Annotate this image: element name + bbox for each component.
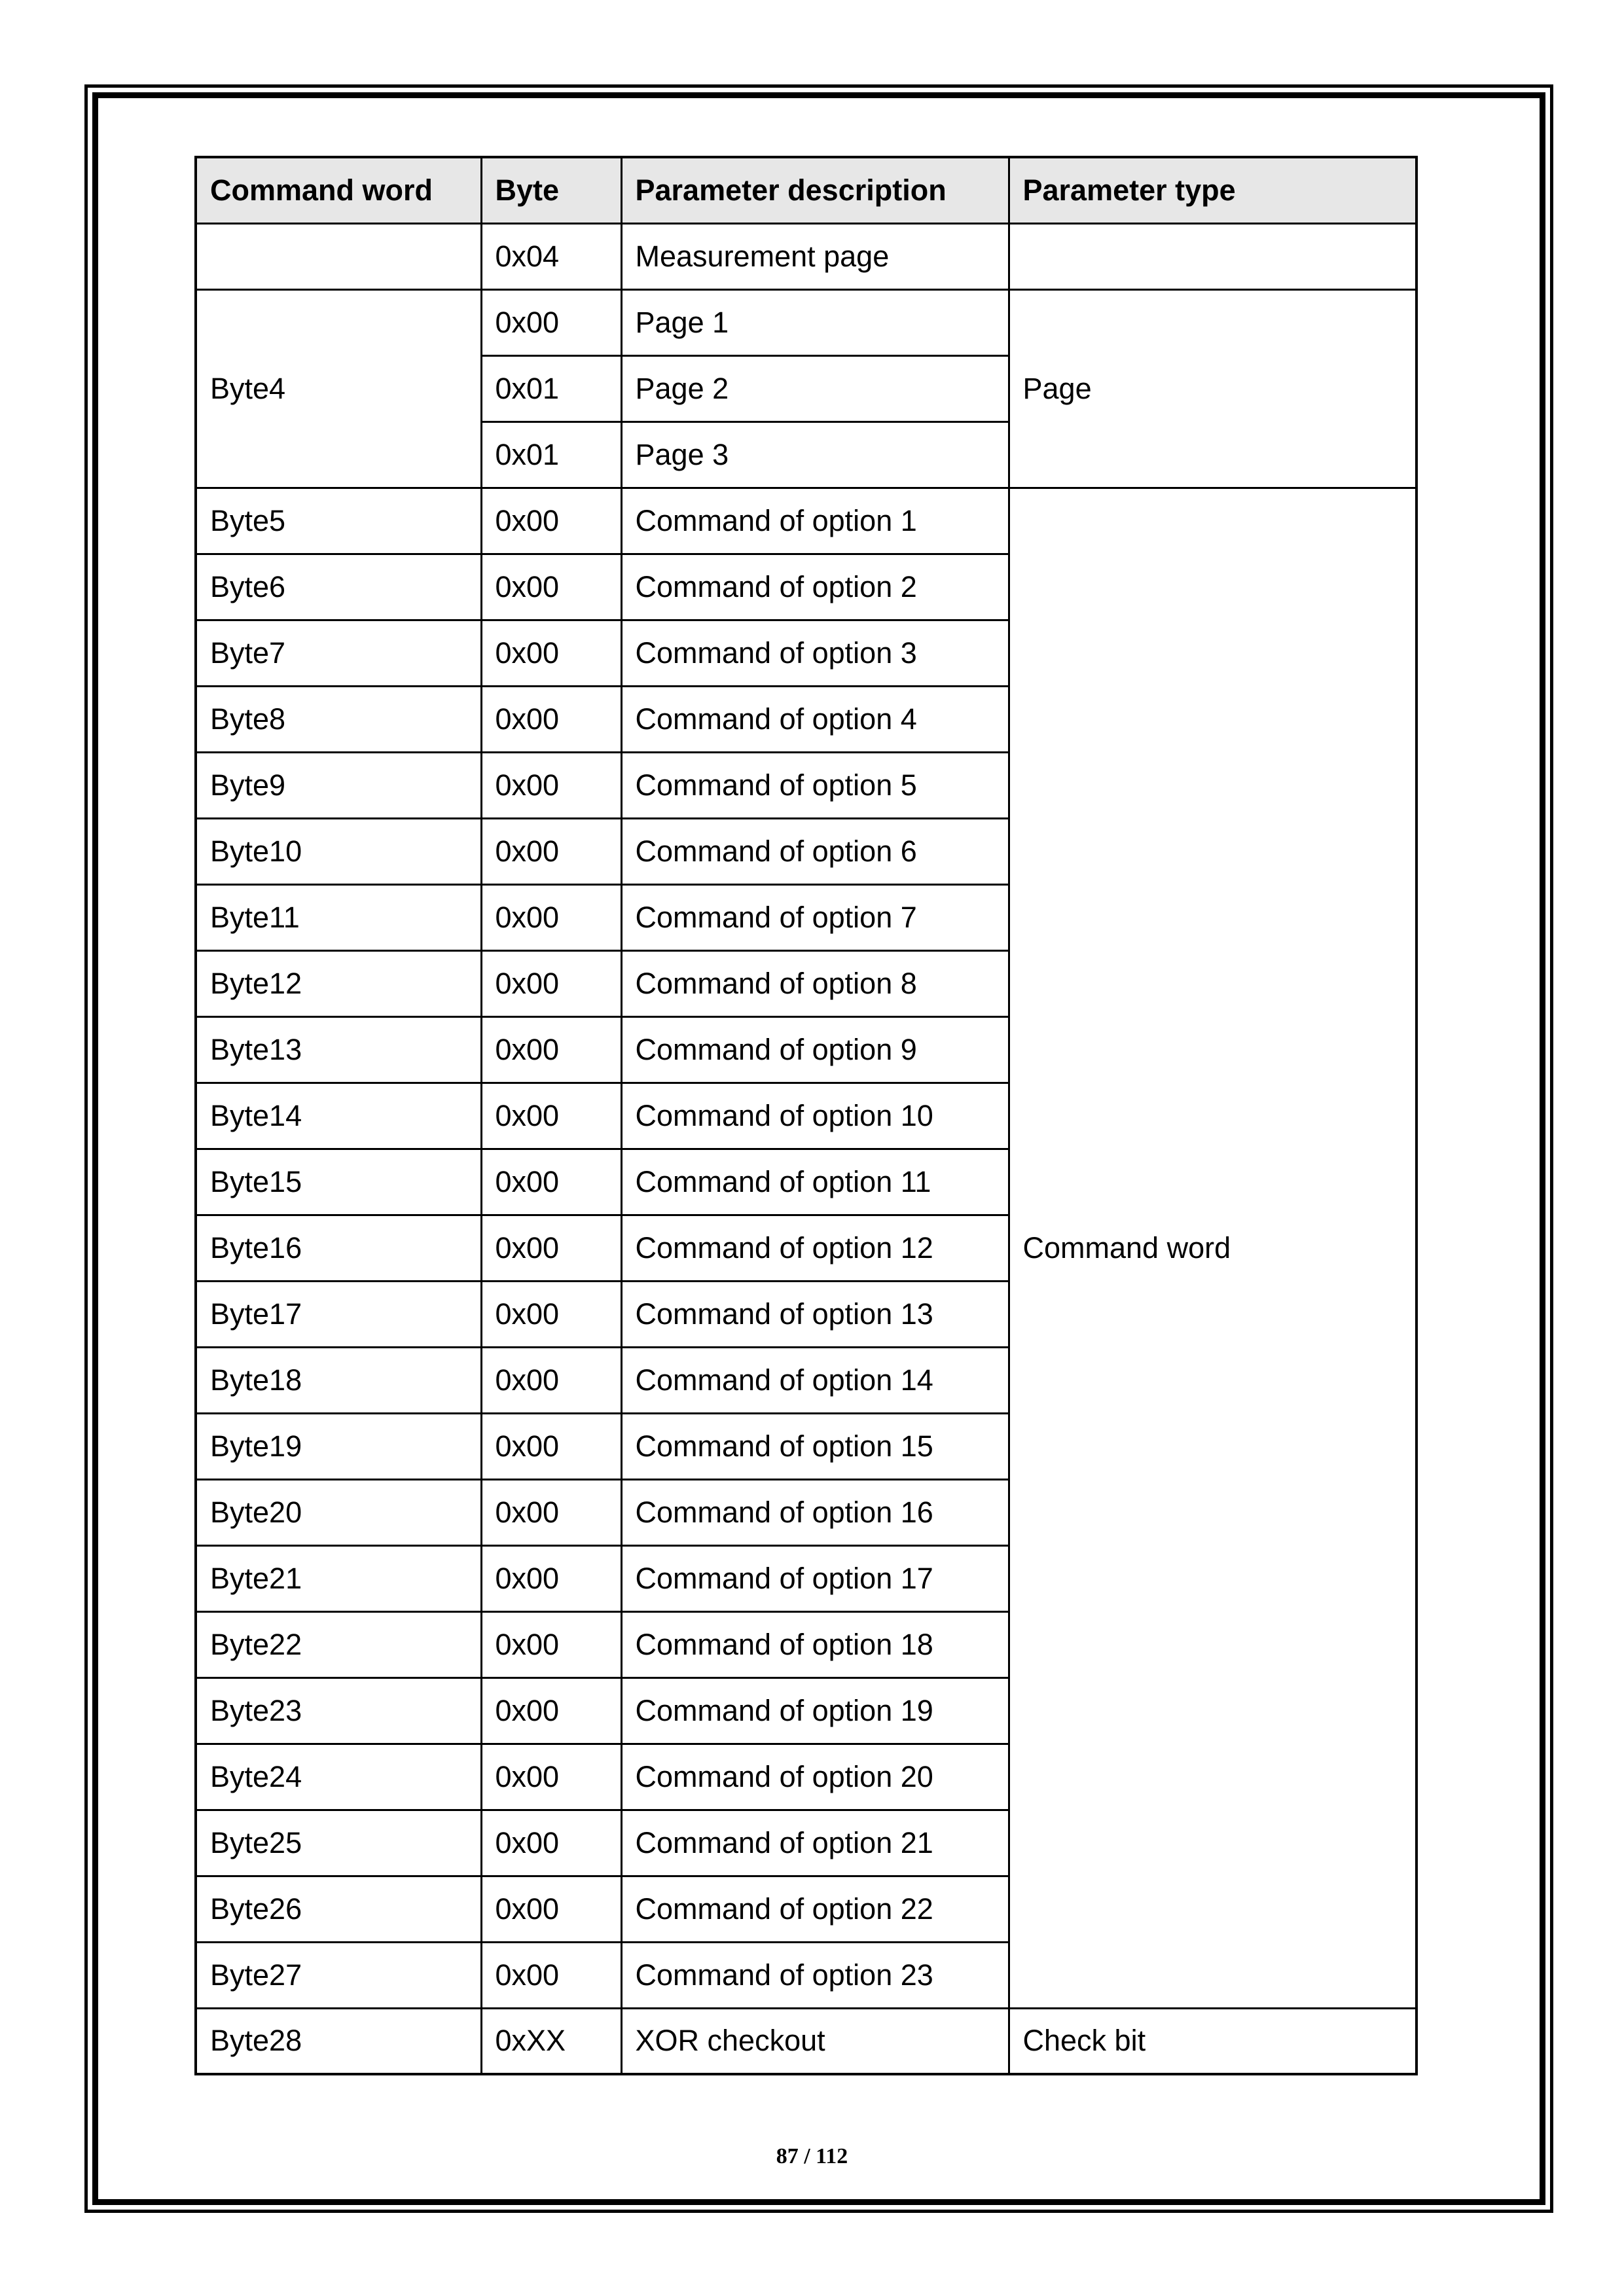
table-cell: Command of option 8	[621, 950, 1009, 1016]
table-cell: 0x00	[481, 289, 621, 355]
table-cell: Command of option 21	[621, 1810, 1009, 1876]
table-header-row	[196, 157, 1416, 223]
table-cell: 0x04	[481, 223, 621, 289]
table-cell: 0x00	[481, 1942, 621, 2008]
table-cell: Byte5	[196, 488, 481, 554]
table-cell: XOR checkout	[621, 2008, 1009, 2074]
table-cell: Command of option 6	[621, 818, 1009, 884]
table-cell: Byte23	[196, 1677, 481, 1744]
command-parameter-table	[194, 156, 1418, 2075]
table-cell: Command of option 18	[621, 1611, 1009, 1677]
table-cell: 0x00	[481, 1744, 621, 1810]
table-cell: 0x00	[481, 1149, 621, 1215]
table-cell: Command of option 3	[621, 620, 1009, 686]
table-cell: Byte17	[196, 1281, 481, 1347]
table-cell: Command word	[1009, 488, 1416, 2008]
table-cell	[1009, 223, 1416, 289]
table-cell: Byte16	[196, 1215, 481, 1281]
table-cell: Command of option 19	[621, 1677, 1009, 1744]
table-cell: Byte24	[196, 1744, 481, 1810]
table-cell: Byte28	[196, 2008, 481, 2074]
table-cell: Command of option 1	[621, 488, 1009, 554]
column-header-byte: Byte	[481, 157, 621, 223]
table-cell: 0x00	[481, 1810, 621, 1876]
table-cell: Byte27	[196, 1942, 481, 2008]
table-cell: Command of option 14	[621, 1347, 1009, 1413]
table-cell: Byte7	[196, 620, 481, 686]
table-row	[196, 223, 1416, 289]
table-cell: Command of option 12	[621, 1215, 1009, 1281]
table-cell: 0xXX	[481, 2008, 621, 2074]
table-cell: 0x01	[481, 355, 621, 422]
table-cell: Page 3	[621, 422, 1009, 488]
table-cell	[196, 223, 481, 289]
table-cell: 0x00	[481, 1611, 621, 1677]
table-cell: Byte4	[196, 289, 481, 488]
table-cell: 0x00	[481, 1876, 621, 1942]
table-cell: Byte26	[196, 1876, 481, 1942]
table-cell: 0x00	[481, 686, 621, 752]
table-cell: Byte10	[196, 818, 481, 884]
table-cell: 0x00	[481, 884, 621, 950]
table-cell: Page 2	[621, 355, 1009, 422]
table-cell: Command of option 9	[621, 1016, 1009, 1083]
table-cell: Byte15	[196, 1149, 481, 1215]
table-cell: Byte6	[196, 554, 481, 620]
table-cell: Command of option 16	[621, 1479, 1009, 1545]
table-cell: 0x00	[481, 1016, 621, 1083]
table-cell: Byte14	[196, 1083, 481, 1149]
table-cell: 0x00	[481, 1347, 621, 1413]
table-cell: Byte18	[196, 1347, 481, 1413]
table-row	[196, 289, 1416, 355]
table-cell: Command of option 5	[621, 752, 1009, 818]
table-cell: Page	[1009, 289, 1416, 488]
table-cell: 0x00	[481, 1413, 621, 1479]
table-cell: Command of option 4	[621, 686, 1009, 752]
table-cell: Byte8	[196, 686, 481, 752]
table-cell: Check bit	[1009, 2008, 1416, 2074]
table-cell: 0x00	[481, 488, 621, 554]
table-cell: 0x00	[481, 818, 621, 884]
table-cell: Byte25	[196, 1810, 481, 1876]
table-cell: Byte22	[196, 1611, 481, 1677]
table-cell: 0x00	[481, 1545, 621, 1611]
table-row	[196, 2008, 1416, 2074]
table-row	[196, 488, 1416, 554]
table-cell: Byte12	[196, 950, 481, 1016]
table-cell: Command of option 23	[621, 1942, 1009, 2008]
table-cell: 0x01	[481, 422, 621, 488]
table-cell: 0x00	[481, 1479, 621, 1545]
table-cell: 0x00	[481, 752, 621, 818]
table-cell: Command of option 17	[621, 1545, 1009, 1611]
table-cell: 0x00	[481, 620, 621, 686]
table-cell: Byte21	[196, 1545, 481, 1611]
table-cell: Command of option 11	[621, 1149, 1009, 1215]
table-cell: Command of option 2	[621, 554, 1009, 620]
table-cell: Measurement page	[621, 223, 1009, 289]
table-cell: Byte11	[196, 884, 481, 950]
page-number: 87 / 112	[776, 2144, 848, 2168]
table-cell: Command of option 10	[621, 1083, 1009, 1149]
table-cell: Byte13	[196, 1016, 481, 1083]
table-cell: Page 1	[621, 289, 1009, 355]
column-header-command-word: Command word	[196, 157, 481, 223]
table-cell: 0x00	[481, 1281, 621, 1347]
table-cell: Command of option 15	[621, 1413, 1009, 1479]
table-cell: 0x00	[481, 1215, 621, 1281]
table-cell: Byte20	[196, 1479, 481, 1545]
table-body	[196, 223, 1416, 2074]
column-header-parameter-description: Parameter description	[621, 157, 1009, 223]
table-cell: Command of option 13	[621, 1281, 1009, 1347]
table-cell: 0x00	[481, 950, 621, 1016]
table-cell: 0x00	[481, 1677, 621, 1744]
table-cell: Command of option 20	[621, 1744, 1009, 1810]
table-cell: 0x00	[481, 554, 621, 620]
column-header-parameter-type: Parameter type	[1009, 157, 1416, 223]
table-cell: Command of option 22	[621, 1876, 1009, 1942]
table-cell: 0x00	[481, 1083, 621, 1149]
table-cell: Byte9	[196, 752, 481, 818]
table-cell: Byte19	[196, 1413, 481, 1479]
table-cell: Command of option 7	[621, 884, 1009, 950]
